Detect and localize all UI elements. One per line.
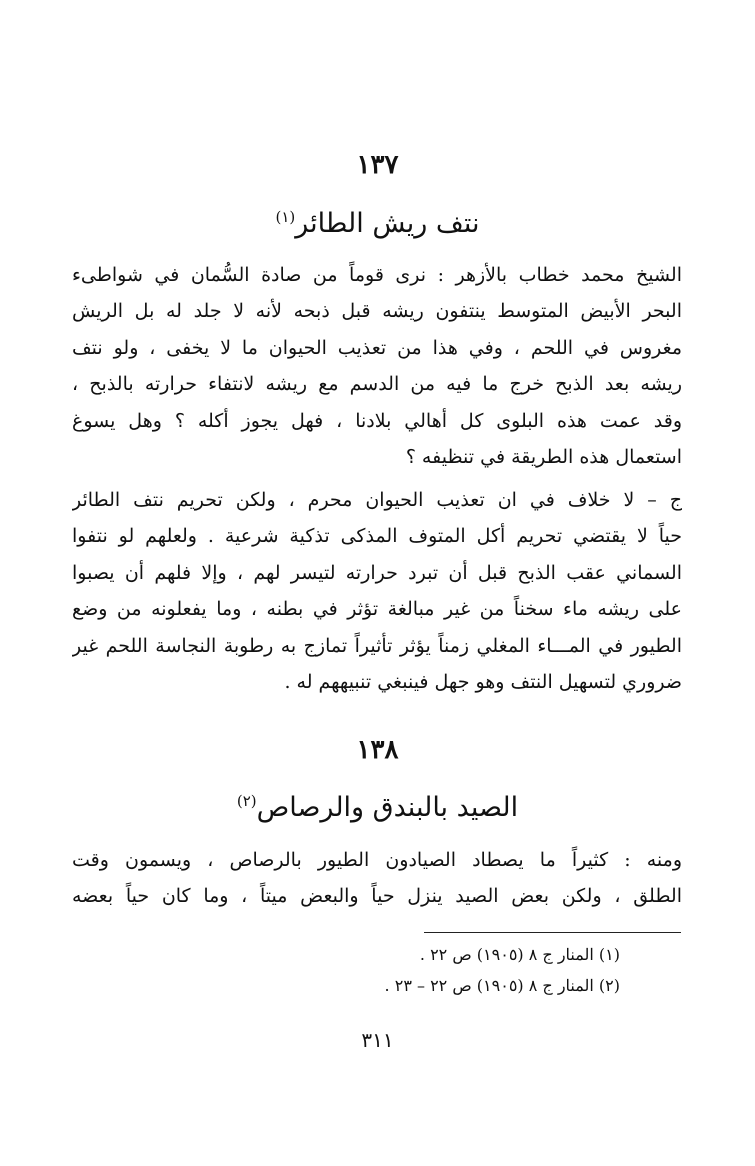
text-line: الطيور في المـــاء المغلي زمناً يؤثر تأثيراً تمازج به رطوبة النجاسة اللحم غير bbox=[72, 634, 682, 657]
text-line: ومنه : كثيراً ما يصطاد الصيادون الطيور بالرصاص ، ويسمون وقت bbox=[72, 849, 682, 871]
text-line: الشيخ محمد خطاب بالأزهر : نرى قوماً من صادة السُّمان في شواطىء bbox=[72, 264, 682, 286]
section-title-plucking-feathers bbox=[0, 208, 755, 239]
footnote-1: (١) المنار ج ٨ (١٩٠٥) ص ٢٢ . bbox=[419, 945, 620, 964]
text-line: البحر الأبيض المتوسط ينتفون ريشه قبل ذبحه لأنه لا جلد له بل الريش bbox=[72, 300, 682, 323]
text-line: ج – لا خلاف في ان تعذيب الحيوان محرم ، ولكن تحريم نتف الطائر bbox=[72, 489, 682, 511]
text-line: السماني عقب الذبح قبل أن تبرد حرارته لتيسر لهم ، وإلا فلهم أن يصبوا bbox=[72, 561, 682, 584]
title-text: نتف ريش الطائر bbox=[295, 208, 480, 239]
section-number-137: ١٣٧ bbox=[356, 150, 399, 180]
text-line: الطلق ، ولكن بعض الصيد ينزل حياً والبعض ميتاً ، وما كان حياً بعضه bbox=[72, 885, 682, 908]
text-line: استعمال هذه الطريقة في تنظيفه ؟ bbox=[405, 446, 682, 469]
hunting-paragraph bbox=[72, 842, 682, 915]
text-line: وقد عمت هذه البلوى كل أهالي بلادنا ، فهل يجوز أكله ؟ وهل يسوغ bbox=[72, 409, 682, 432]
text-line: ريشه بعد الذبح خرج ما فيه من الدسم مع ريشه لانتفاء حرارته بالذبح ، bbox=[72, 373, 682, 396]
title-text: الصيد بالبندق والرصاص bbox=[256, 792, 519, 823]
text-line: ضروري لتسهيل النتف وهو جهل فينبغي تنبيههم له . bbox=[284, 671, 682, 694]
footnote-ref-2: (٢) bbox=[236, 792, 257, 810]
text-line: على ريشه ماء سخناً من غير مبالغة تؤثر في بطنه ، وما يفعلونه من وضع bbox=[72, 598, 682, 621]
section-number-138: ١٣٨ bbox=[356, 735, 399, 765]
footnote-2: (٢) المنار ج ٨ (١٩٠٥) ص ٢٢ – ٢٣ . bbox=[384, 976, 620, 995]
question-paragraph bbox=[72, 257, 682, 475]
text-line: حياً لا يقتضي تحريم أكل المتوف المذكى تذكية شرعية . ولعلهم لو نتفوا bbox=[72, 525, 682, 548]
page-number: ٣١١ bbox=[361, 1028, 394, 1052]
text-line: مغروس في اللحم ، وفي هذا من تعذيب الحيوان ما لا يخفى ، ولو نتف bbox=[72, 336, 682, 359]
footnote-ref-1: (١) bbox=[275, 208, 296, 226]
footnote-divider bbox=[424, 932, 681, 933]
answer-paragraph bbox=[72, 482, 682, 700]
section-title-hunting bbox=[0, 792, 755, 823]
